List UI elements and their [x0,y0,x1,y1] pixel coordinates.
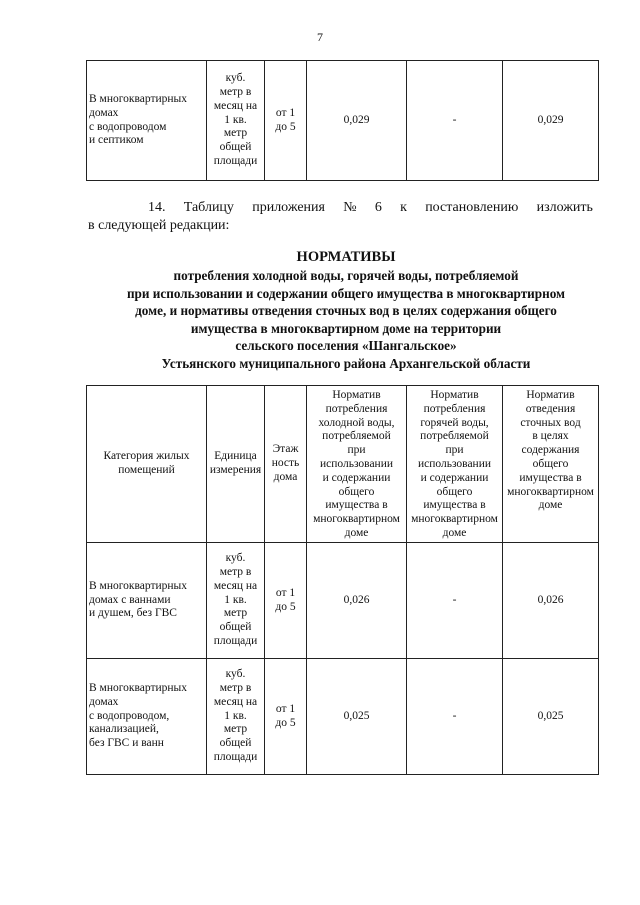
table-row [87,659,599,775]
paragraph-line-2: в следующей редакции: [88,218,230,233]
header-cold-water: Норматив потребления холодной воды, потребляемой при использовании и содержании общего имущества в многоквартирном доме [307,386,407,543]
cold-water-cell: 0,029 [307,61,407,181]
cold-water-cell: 0,025 [307,659,407,775]
header-unit: Единица измерения [207,386,265,543]
unit-cell: куб. метр в месяц на 1 кв. метр общей площади [207,543,265,659]
title-line: доме, и нормативы отведения сточных вод в целях содержания общего [135,303,557,319]
unit-cell: куб. метр в месяц на 1 кв. метр общей площади [207,659,265,775]
document-title [86,247,606,373]
hot-water-cell: - [407,543,503,659]
title-line: Устьянского муниципального района Архангельской области [161,355,531,371]
hot-water-cell: - [407,61,503,181]
waste-water-cell: 0,025 [503,659,599,775]
paragraph-line-1: 14. Таблицу приложения № 6 к постановлению изложить [148,200,593,215]
header-waste-water: Норматив отведения сточных вод в целях содержания общего имущества в многоквартирном доме [503,386,599,543]
header-floors: Этаж ность дома [265,386,307,543]
category-cell: В многоквартирных домах с ваннами и душем, без ГВС [87,543,207,659]
category-cell: В многоквартирных домах с водопроводом, канализацией, без ГВС и ванн [87,659,207,775]
page-number: 7 [317,30,323,44]
floors-cell: от 1 до 5 [265,61,307,181]
header-hot-water: Норматив потребления горячей воды, потребляемой при использовании и содержании общего имущества в многоквартирном доме [407,386,503,543]
title-line: сельского поселения «Шангальское» [235,338,457,354]
continued-table [86,60,599,181]
waste-water-cell: 0,029 [503,61,599,181]
title-line: при использовании и содержании общего имущества в многоквартирном [126,285,566,301]
norms-table [86,385,599,775]
header-category: Категория жилых помещений [87,386,207,543]
hot-water-cell: - [407,659,503,775]
table-header-row [87,386,599,543]
category-cell: В многоквартирных домах с водопроводом и септиком [87,61,207,181]
table-row [87,543,599,659]
waste-water-cell: 0,026 [503,543,599,659]
table-row [87,61,599,181]
cold-water-cell: 0,026 [307,543,407,659]
title-line: потребления холодной воды, горячей воды, потребляемой [173,268,519,283]
unit-cell: куб. метр в месяц на 1 кв. метр общей площади [207,61,265,181]
floors-cell: от 1 до 5 [265,543,307,659]
title-line: имущества в многоквартирном доме на территории [190,320,502,336]
title-heading: НОРМАТИВЫ [296,249,396,265]
floors-cell: от 1 до 5 [265,659,307,775]
paragraph-14 [88,199,593,235]
